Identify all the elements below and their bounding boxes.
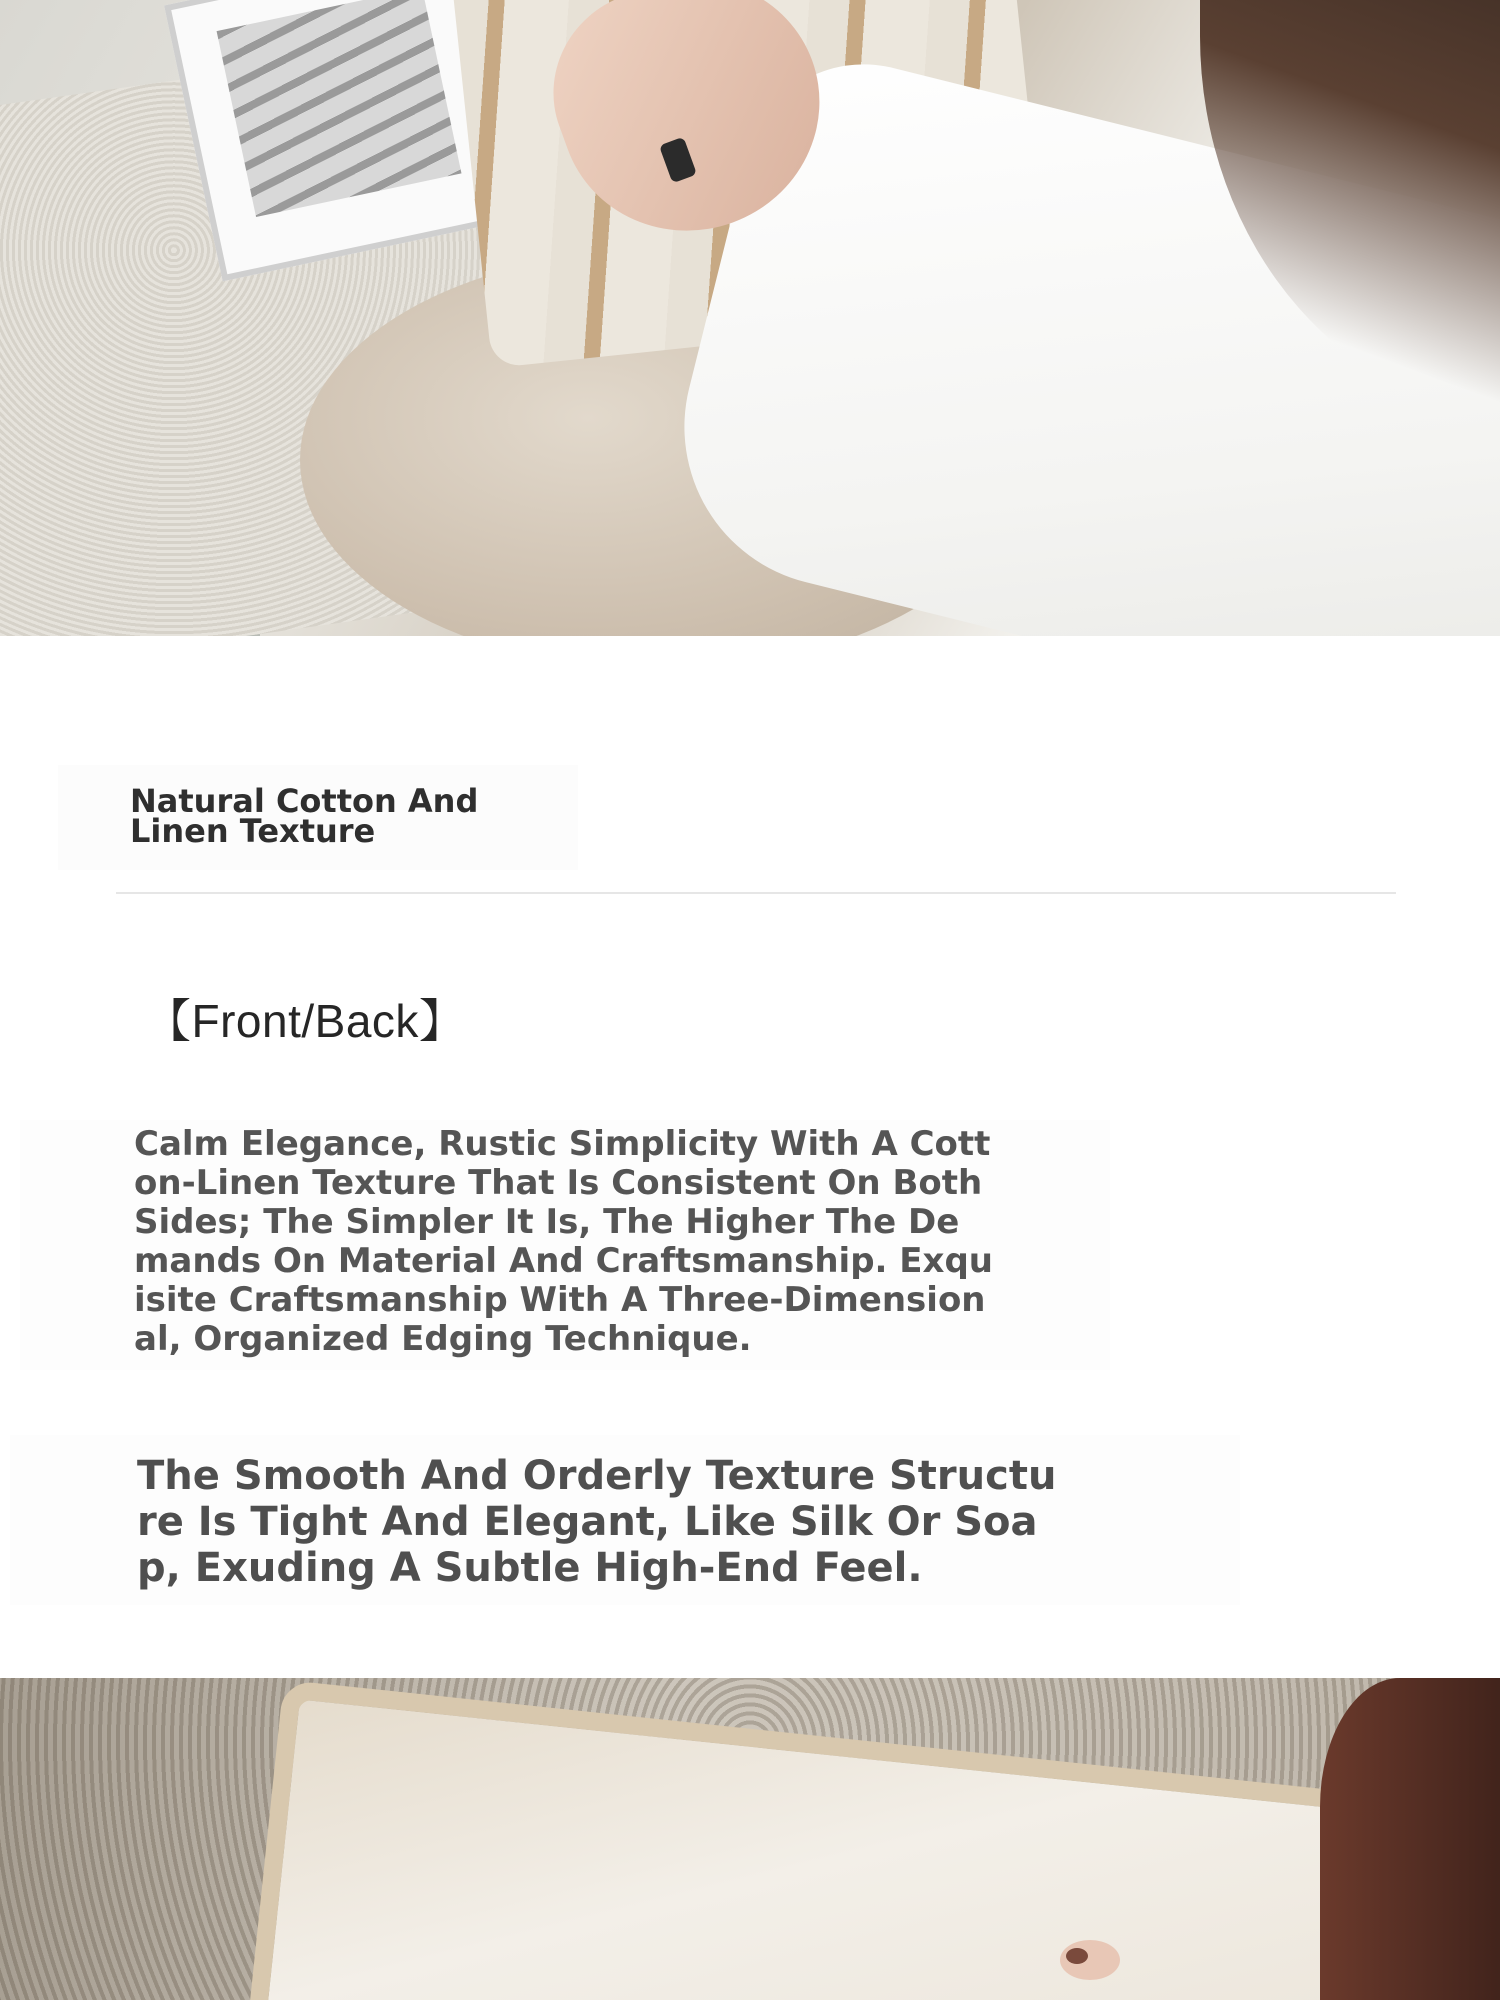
section-heading: [130, 782, 550, 850]
model-hair: [1320, 1678, 1500, 2000]
description-paragraph: Calm Elegance, Rustic Simplicity With A Cotton-Linen Texture That Is Consistent On Both Sides; The Simpler It Is, The Higher The Demands On Material And Craftsmanship. Exquisite Craftsmanship With A Three-Dimensional, Organized Edging Technique.: [134, 1124, 993, 1359]
texture-paragraph: The Smooth And Orderly Texture Structure Is Tight And Elegant, Like Silk Or Soap, Exuding A Subtle High-End Feel.: [137, 1453, 1057, 1591]
heading-line-2: Linen Texture: [130, 812, 376, 850]
front-back-label: 【Front/Back】: [145, 995, 466, 1047]
heading-line-1: Natural Cotton And: [130, 782, 479, 820]
divider: [116, 892, 1396, 894]
painted-nail: [1066, 1948, 1088, 1964]
product-photo-top: [0, 0, 1500, 636]
product-photo-bottom: [0, 1678, 1500, 2000]
